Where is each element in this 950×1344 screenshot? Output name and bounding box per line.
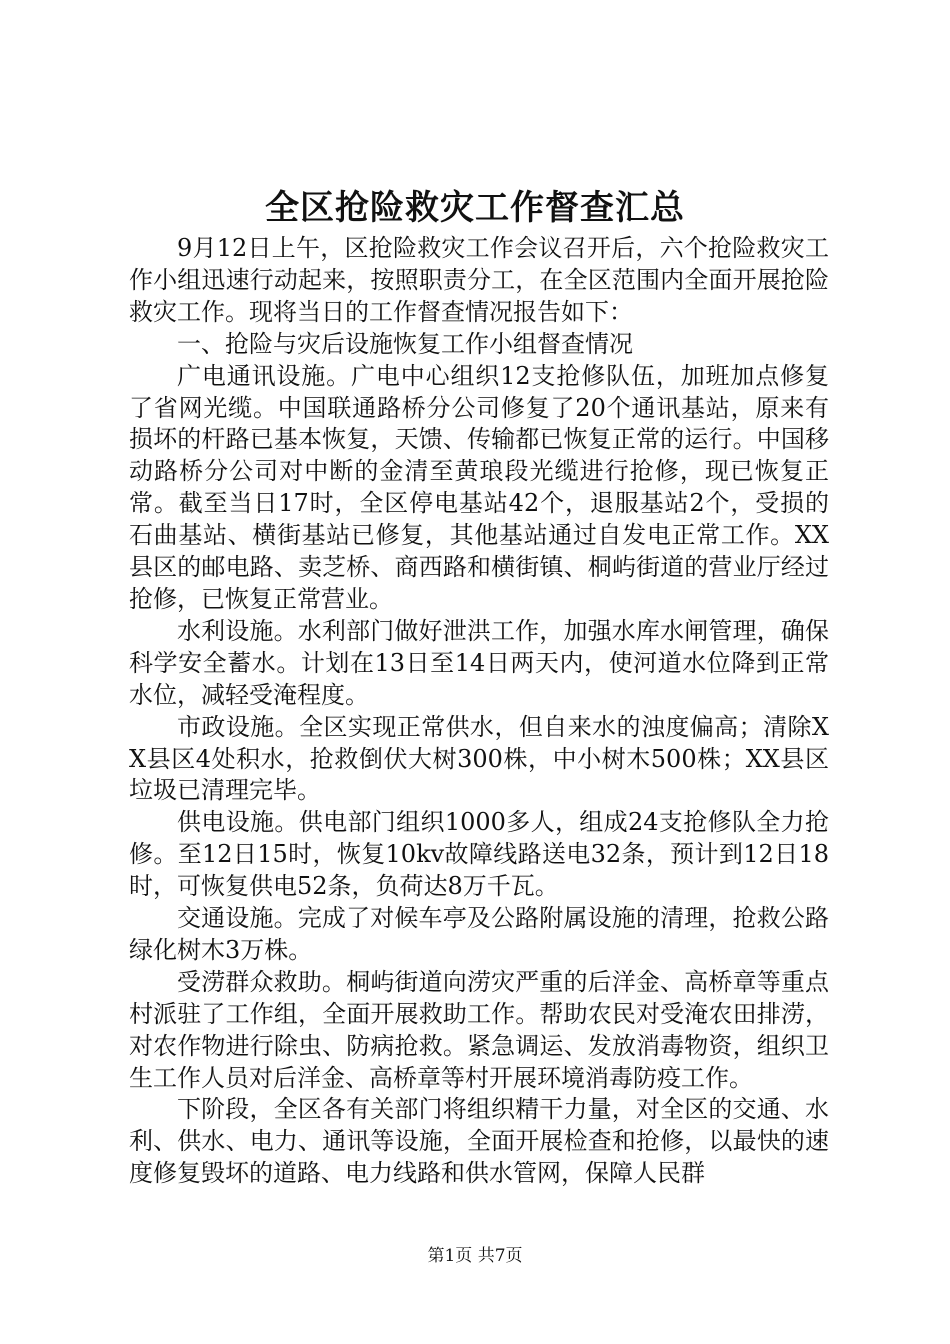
paragraph-municipal: 市政设施。全区实现正常供水，但自来水的浊度偏高；清除XX县区4处积水，抢救倒伏大树300株，中小树木500株；XX县区垃圾已清理完毕。 [129, 712, 829, 805]
intro-paragraph: 9月12日上午，区抢险救灾工作会议召开后，六个抢险救灾工作小组迅速行动起来，按照职责分工，在全区范围内全面开展抢险救灾工作。现将当日的工作督查情况报告如下： [129, 234, 829, 326]
paragraph-telecom: 广电通讯设施。广电中心组织12支抢修队伍，加班加点修复了省网光缆。中国联通路桥分公司修复了20个通讯基站，原来有损坏的杆路已基本恢复，天馈、传输都已恢复正常的运行。中国移动路桥分公司对中断的金清至黄琅段光缆进行抢修，现已恢复正常。截至当日17时，全区停电基站42个，退服基站2个，受损的石曲基站、横街基站已修复，其他基站通过自发电正常工作。XX县区的邮电路、卖芝桥、商西路和横街镇、桐屿街道的营业厅经过抢修，已恢复正常营业。 [129, 361, 829, 613]
document-title: 全区抢险救灾工作督查汇总 [265, 188, 685, 228]
paragraph-next-stage: 下阶段，全区各有关部门将组织精干力量，对全区的交通、水利、供水、电力、通讯等设施，全面开展检查和抢修，以最快的速度修复毁坏的道路、电力线路和供水管网，保障人民群 [129, 1095, 829, 1188]
document-body [129, 233, 829, 1190]
page-number-footer: 第1页 共7页 [427, 1246, 523, 1266]
section-heading: 一、抢险与灾后设施恢复工作小组督查情况 [177, 329, 633, 358]
paragraph-flood-relief: 受涝群众救助。桐屿街道向涝灾严重的后洋金、高桥章等重点村派驻了工作组，全面开展救助工作。帮助农民对受淹农田排涝，对农作物进行除虫、防病抢救。紧急调运、发放消毒物资，组织卫生工作人员对后洋金、高桥章等村开展环境消毒防疫工作。 [129, 967, 829, 1092]
paragraph-transport: 交通设施。完成了对候车亭及公路附属设施的清理，抢救公路绿化树木3万株。 [129, 904, 829, 964]
paragraph-water-conservancy: 水利设施。水利部门做好泄洪工作，加强水库水闸管理，确保科学安全蓄水。计划在13日至14日两天内，使河道水位降到正常水位，减轻受淹程度。 [129, 616, 829, 709]
paragraph-power-supply: 供电设施。供电部门组织1000多人，组成24支抢修队全力抢修。至12日15时，恢复10kv故障线路送电32条，预计到12日18时，可恢复供电52条，负荷达8万千瓦。 [129, 808, 829, 901]
